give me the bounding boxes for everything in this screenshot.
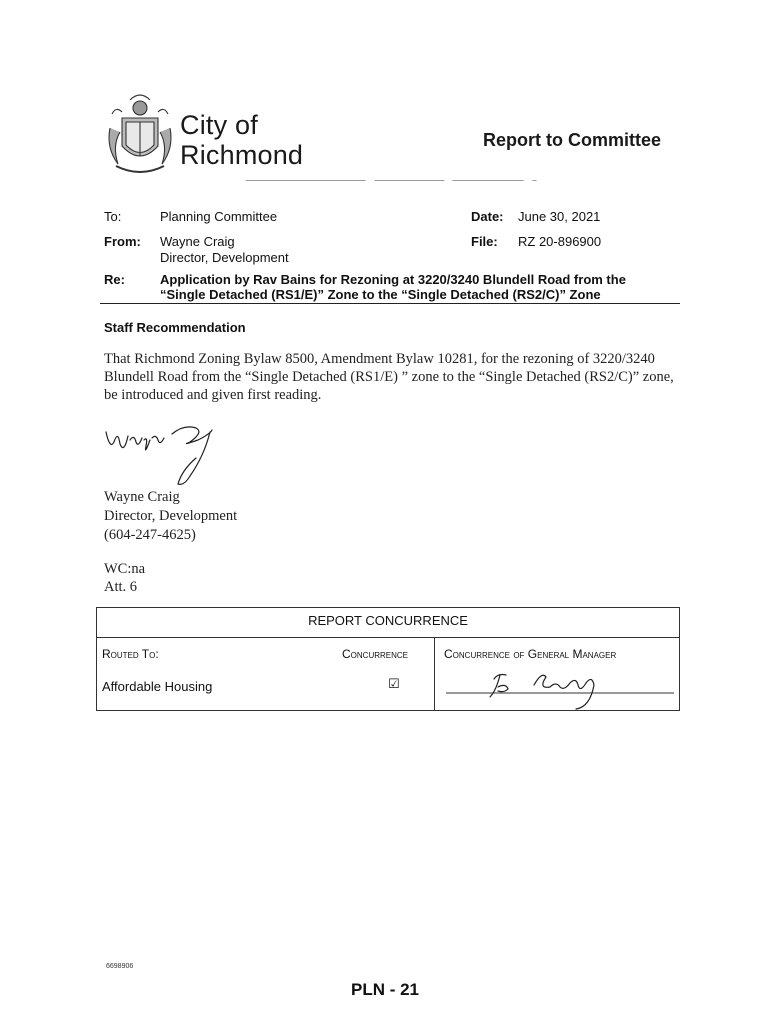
city-crest-logo	[102, 88, 178, 180]
recommendation-text: That Richmond Zoning Bylaw 8500, Amendment Bylaw 10281, for the rezoning of 3220/3240 Blundell Road from the “Single Detached (RS1/E) ” zone to the “Single Detached (RS2/C)” zone, be introduced and given first reading.	[104, 351, 674, 403]
from-value	[160, 234, 289, 266]
document-id: 6698906	[106, 963, 134, 970]
re-line1: Application by Rav Bains for Rezoning at 3220/3240 Blundell Road from the	[160, 272, 626, 287]
re-rule	[100, 303, 680, 304]
col-routed-to: Routed To:	[102, 647, 159, 661]
from-label: From:	[104, 234, 141, 249]
gm-signature-image	[446, 663, 676, 711]
re-label: Re:	[104, 272, 125, 287]
col-gm-concurrence: Concurrence of General Manager	[444, 647, 617, 661]
concurrence-table	[96, 607, 680, 711]
city-line1: City of	[180, 110, 258, 140]
signer-block	[104, 488, 237, 545]
to-value: Planning Committee	[160, 209, 278, 224]
signer-phone: (604-247-4625)	[104, 527, 196, 543]
from-title: Director, Development	[160, 250, 289, 265]
initials-line2: Att. 6	[104, 579, 138, 595]
header-rule	[100, 180, 682, 181]
section-title: Staff Recommendation	[104, 320, 246, 335]
to-label: To:	[104, 209, 122, 224]
signer-title: Director, Development	[104, 508, 238, 524]
initials-block	[104, 560, 145, 596]
file-label: File:	[471, 234, 498, 249]
signer-name: Wayne Craig	[104, 489, 180, 505]
initials-line1: WC:na	[104, 561, 146, 577]
table-column-divider	[434, 638, 435, 710]
from-name: Wayne Craig	[160, 234, 235, 249]
report-title: Report to Committee	[483, 130, 662, 150]
city-name	[180, 110, 303, 170]
table-divider	[96, 637, 680, 638]
re-subject	[160, 272, 626, 302]
re-line2: “Single Detached (RS1/E)” Zone to the “Single Detached (RS2/C)” Zone	[160, 287, 601, 302]
signature-image	[100, 410, 230, 500]
city-line2: Richmond	[180, 140, 304, 170]
row-department: Affordable Housing	[102, 679, 213, 694]
page-number: PLN - 21	[350, 980, 420, 999]
date-value: June 30, 2021	[518, 209, 601, 224]
col-concurrence: Concurrence	[342, 647, 409, 661]
date-label: Date:	[471, 209, 504, 224]
concurrence-checkbox[interactable]: ☑	[388, 676, 400, 691]
table-title: REPORT CONCURRENCE	[308, 613, 468, 628]
file-value: RZ 20-896900	[518, 234, 602, 249]
